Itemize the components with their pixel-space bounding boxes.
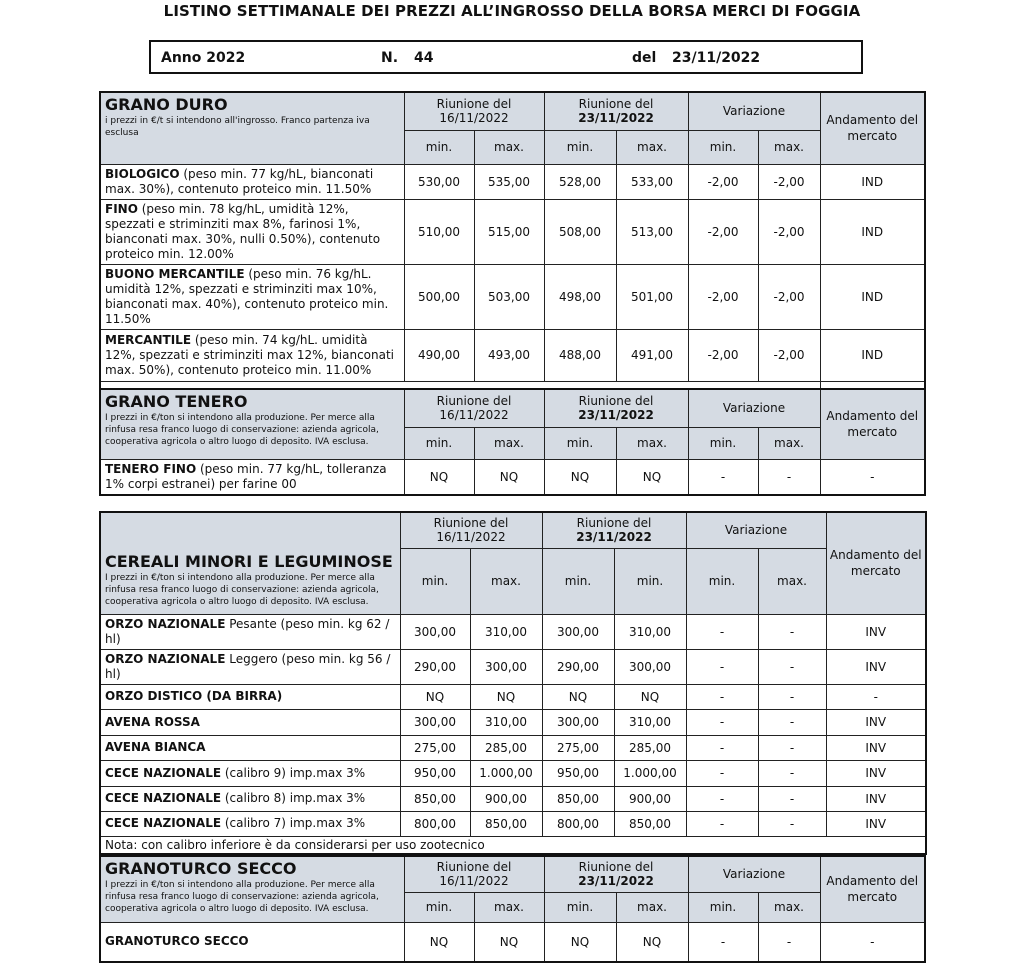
col-min: min. [686,548,758,614]
variation-min: -2,00 [688,264,758,329]
price-curr-max: 501,00 [616,264,688,329]
price-prev-min: 490,00 [404,329,474,381]
grano-tenero-header-cell [100,389,404,459]
price-prev-max: 310,00 [470,709,542,735]
market-trend-header: Andamento del mercato [820,389,925,459]
price-prev-max: 300,00 [470,649,542,684]
variation-max: -2,00 [758,264,820,329]
product-name: MERCANTILE [105,332,192,347]
granoturco-header-cell [100,856,404,922]
price-prev-max: NQ [474,922,544,962]
price-curr-min: 300,00 [542,709,614,735]
col-max: max. [758,130,820,164]
variation-min: - [688,459,758,495]
market-trend-header: Andamento del mercato [826,512,926,614]
price-prev-min: 510,00 [404,199,474,264]
variation-max: - [758,614,826,649]
price-prev-max: 503,00 [474,264,544,329]
cereali-header-cell [100,512,400,614]
price-curr-max: 285,00 [614,735,686,760]
variation-min: - [686,735,758,760]
grano-tenero-table [99,388,926,496]
date-value: 23/11/2022 [672,50,761,66]
product-row [100,459,925,495]
variation-max: - [758,922,820,962]
col-min: min. [544,130,616,164]
price-prev-min: NQ [404,922,474,962]
price-prev-max: 515,00 [474,199,544,264]
product-name: CECE NAZIONALE [105,791,222,805]
price-curr-min: 275,00 [542,735,614,760]
price-curr-max: 310,00 [614,614,686,649]
variation-max: -2,00 [758,199,820,264]
product-name: ORZO DISTICO (DA BIRRA) [105,689,283,703]
variation-min: - [686,684,758,709]
variation-min: - [686,709,758,735]
product-spec: (peso min. 78 kg/hL, umidità 12%, spezzati e striminziti max 8%, farinosi 1%, bianconati max. 30%, nulli 0.50%), contenuto proteico min. 12.00% [105,201,381,261]
variation-min: - [686,760,758,786]
product-name: ORZO NAZIONALE [105,616,226,631]
col-max: max. [758,427,820,459]
product-name: BIOLOGICO [105,166,180,181]
product-spec: (calibro 8) imp.max 3% [221,791,366,805]
market-trend: INV [826,649,926,684]
price-curr-max: NQ [616,922,688,962]
market-trend: INV [826,614,926,649]
price-curr-min: 498,00 [544,264,616,329]
market-trend: INV [826,760,926,786]
product-description [100,264,404,329]
col-min: min. [400,548,470,614]
price-curr-max: 533,00 [616,164,688,199]
meeting-prev-header: Riunione del 16/11/2022 [400,512,542,548]
col-min: min. [544,892,616,922]
section-note: I prezzi in €/ton si intendono alla produzione. Per merce alla rinfusa resa franco luogo di conservazione: azienda agricola, cooperativa agricola o altro luogo di deposito. IVA esclusa. [105,413,379,447]
variation-max: - [758,786,826,811]
product-row [100,786,926,811]
product-description [100,199,404,264]
price-prev-min: NQ [400,684,470,709]
product-name: AVENA ROSSA [105,714,200,729]
price-prev-max: 285,00 [470,735,542,760]
section-title: GRANO DURO [105,95,228,114]
variation-min: - [686,614,758,649]
price-curr-max: NQ [616,459,688,495]
variation-min: -2,00 [688,164,758,199]
price-curr-max: 1.000,00 [614,760,686,786]
variation-max: -2,00 [758,164,820,199]
price-prev-min: 300,00 [400,614,470,649]
meeting-curr-header: Riunione del 23/11/2022 [544,389,688,427]
price-curr-min: 800,00 [542,811,614,836]
product-row [100,199,925,264]
product-row [100,264,925,329]
variation-header: Variazione [686,512,826,548]
price-prev-min: 850,00 [400,786,470,811]
price-curr-min: 290,00 [542,649,614,684]
price-curr-min: NQ [542,684,614,709]
variation-min: - [686,649,758,684]
product-description [100,709,400,735]
price-prev-min: NQ [404,459,474,495]
market-trend: - [826,684,926,709]
variation-max: - [758,684,826,709]
product-name: AVENA BIANCA [105,740,206,754]
product-row [100,164,925,199]
market-trend: INV [826,709,926,735]
meeting-prev-header: Riunione del 16/11/2022 [404,92,544,130]
variation-min: - [688,922,758,962]
market-trend: IND [820,164,925,199]
product-name: BUONO MERCANTILE [105,266,245,281]
variation-max: - [758,811,826,836]
product-row [100,614,926,649]
price-curr-min: 528,00 [544,164,616,199]
variation-max: - [758,709,826,735]
market-trend: IND [820,199,925,264]
product-description [100,329,404,381]
market-trend: - [820,922,925,962]
market-trend: - [820,459,925,495]
cereali-minori-table [99,511,927,855]
market-trend: INV [826,735,926,760]
col-max: max. [758,548,826,614]
col-max: max. [474,130,544,164]
variation-min: -2,00 [688,199,758,264]
product-row [100,735,926,760]
product-name: GRANOTURCO SECCO [105,934,249,949]
product-description [100,164,404,199]
price-prev-min: 500,00 [404,264,474,329]
price-curr-max: 513,00 [616,199,688,264]
price-prev-max: 1.000,00 [470,760,542,786]
product-description [100,614,400,649]
price-prev-min: 290,00 [400,649,470,684]
section-note: I prezzi in €/ton si intendono alla produzione. Per merce alla rinfusa resa franco luogo di conservazione: azienda agricola, cooperativa agricola o altro luogo di deposito. IVA esclusa. [105,880,379,914]
meeting-prev-header: Riunione del 16/11/2022 [404,856,544,892]
variation-header: Variazione [688,389,820,427]
price-prev-min: 275,00 [400,735,470,760]
product-spec: (calibro 9) imp.max 3% [221,765,366,780]
price-prev-min: 300,00 [400,709,470,735]
variation-header: Variazione [688,856,820,892]
price-curr-min: NQ [544,459,616,495]
price-curr-min: 508,00 [544,199,616,264]
market-trend-header: Andamento del mercato [820,856,925,922]
product-row [100,329,925,381]
variation-min: - [686,811,758,836]
meeting-curr-header: Riunione del 23/11/2022 [544,92,688,130]
col-max: max. [474,892,544,922]
product-name: ORZO NAZIONALE [105,651,226,666]
col-min: min. [688,892,758,922]
col-max: max. [616,130,688,164]
product-description [100,922,404,962]
col-max: max. [758,892,820,922]
price-prev-max: 493,00 [474,329,544,381]
col-max: max. [616,427,688,459]
price-curr-max: 900,00 [614,786,686,811]
market-trend: INV [826,811,926,836]
price-curr-min: 488,00 [544,329,616,381]
price-curr-max: 300,00 [614,649,686,684]
product-row [100,709,926,735]
variation-max: - [758,459,820,495]
number-label: N. [381,50,399,66]
price-prev-max: 850,00 [470,811,542,836]
price-prev-max: 900,00 [470,786,542,811]
product-description [100,459,404,495]
price-prev-max: 535,00 [474,164,544,199]
product-description [100,735,400,760]
product-name: CECE NAZIONALE [105,816,222,830]
section-note: I prezzi in €/ton si intendono alla produzione. Per merce alla rinfusa resa franco luogo di conservazione: azienda agricola, cooperativa agricola o altro luogo di deposito. IVA esclusa. [105,572,379,607]
price-curr-min: 850,00 [542,786,614,811]
section-title: CEREALI MINORI E LEGUMINOSE [105,551,393,571]
price-prev-min: 800,00 [400,811,470,836]
variation-max: - [758,760,826,786]
number-value: 44 [414,50,434,66]
product-row [100,760,926,786]
bulletin-info-box [149,40,863,74]
grano-duro-table [99,91,926,397]
product-spec: Pesante (peso min. kg 62 / hl) [105,616,390,646]
market-trend: IND [820,264,925,329]
col-max: max. [474,427,544,459]
col-min: min. [614,548,686,614]
product-row [100,649,926,684]
product-description [100,649,400,684]
product-spec: (peso min. 74 kg/hL. umidità 12%, spezzati e striminziti max 12%, bianconati max. 50%), contenuto proteico min. 11.00% [105,332,395,377]
product-spec: (peso min. 76 kg/hL. umidità 12%, spezzati e striminziti max 10%, bianconati max. 40%), contenuto proteico min. 11.50% [105,266,389,326]
variation-max: -2,00 [758,329,820,381]
section-title: GRANOTURCO SECCO [105,859,297,878]
market-trend: IND [820,329,925,381]
price-curr-min: NQ [544,922,616,962]
year-label: Anno 2022 [161,50,246,66]
product-description [100,684,400,709]
price-prev-max: 310,00 [470,614,542,649]
market-trend: INV [826,786,926,811]
product-row [100,684,926,709]
price-curr-max: 310,00 [614,709,686,735]
price-curr-max: 850,00 [614,811,686,836]
product-description [100,786,400,811]
col-max: max. [470,548,542,614]
price-prev-min: 950,00 [400,760,470,786]
section-note: i prezzi in €/t si intendono all'ingrosso. Franco partenza iva esclusa [105,116,370,138]
price-curr-max: 491,00 [616,329,688,381]
price-prev-max: NQ [474,459,544,495]
product-spec: Leggero (peso min. kg 56 / hl) [105,651,391,681]
grano-duro-header-cell [100,92,404,164]
product-description [100,811,400,836]
product-spec: (calibro 7) imp.max 3% [221,816,366,830]
price-curr-min: 300,00 [542,614,614,649]
variation-max: - [758,649,826,684]
product-name: CECE NAZIONALE [105,765,222,780]
variation-min: -2,00 [688,329,758,381]
document-title: LISTINO SETTIMANALE DEI PREZZI ALL’INGROSSO DELLA BORSA MERCI DI FOGGIA [163,2,861,20]
product-spec: (peso min. 77 kg/hL, bianconati max. 30%), contenuto proteico min. 11.50% [105,166,374,196]
product-row [100,811,926,836]
product-description [100,760,400,786]
section-title: GRANO TENERO [105,392,248,411]
variation-header: Variazione [688,92,820,130]
col-max: max. [616,892,688,922]
date-label: del [632,50,657,66]
col-min: min. [404,427,474,459]
price-curr-max: NQ [614,684,686,709]
granoturco-table [99,855,926,963]
variation-min: - [686,786,758,811]
col-min: min. [542,548,614,614]
product-name: FINO [105,201,138,216]
variation-max: - [758,735,826,760]
product-spec: (peso min. 77 kg/hL, tolleranza 1% corpi estranei) per farine 00 [105,461,387,491]
product-name: TENERO FINO [105,461,197,476]
col-min: min. [688,130,758,164]
price-prev-max: NQ [470,684,542,709]
meeting-curr-header: Riunione del 23/11/2022 [544,856,688,892]
footnote: Nota: con calibro inferiore è da considerarsi per uso zootecnico [100,836,926,854]
meeting-prev-header: Riunione del 16/11/2022 [404,389,544,427]
col-min: min. [544,427,616,459]
market-trend-header: Andamento del mercato [820,92,925,164]
price-curr-min: 950,00 [542,760,614,786]
col-min: min. [688,427,758,459]
meeting-curr-header: Riunione del 23/11/2022 [542,512,686,548]
price-prev-min: 530,00 [404,164,474,199]
col-min: min. [404,892,474,922]
col-min: min. [404,130,474,164]
product-row [100,922,925,962]
